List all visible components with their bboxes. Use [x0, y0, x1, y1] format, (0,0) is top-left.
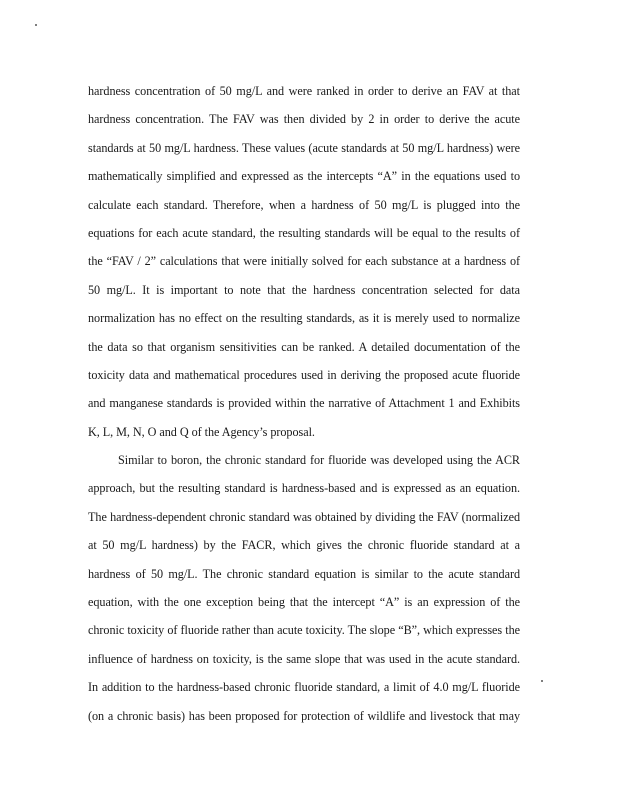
text-line: the data so that organism sensitivities can be ranked. A detailed documentation of the	[88, 339, 520, 354]
text-line: chronic toxicity of fluoride rather than acute toxicity. The slope “B”, which expresses the	[88, 623, 520, 638]
text-line: at 50 mg/L hardness) by the FACR, which gives the chronic fluoride standard at a	[88, 538, 520, 553]
text-line: equation, with the one exception being that the intercept “A” is an expression of the	[88, 595, 520, 610]
text-line: (on a chronic basis) has been proposed for protection of wildlife and livestock that may	[88, 708, 520, 723]
text-line: influence of hardness on toxicity, is the same slope that was used in the acute standard.	[88, 651, 520, 666]
text-line: Similar to boron, the chronic standard for fluoride was developed using the ACR	[118, 453, 520, 468]
text-line: equations for each acute standard, the resulting standards will be equal to the results of	[88, 225, 520, 240]
scan-speck	[541, 680, 543, 682]
text-line: mathematically simplified and expressed as the intercepts “A” in the equations used to	[88, 169, 520, 184]
text-line: calculate each standard. Therefore, when a hardness of 50 mg/L is plugged into the	[88, 197, 520, 212]
paragraph-1	[88, 77, 520, 446]
paragraph-2	[88, 446, 520, 730]
text-line: 50 mg/L. It is important to note that the hardness concentration selected for data	[88, 282, 520, 297]
text-line: The hardness-dependent chronic standard was obtained by dividing the FAV (normalized	[88, 509, 520, 524]
text-line: the “FAV / 2” calculations that were initially solved for each substance at a hardness of	[88, 254, 520, 269]
scan-speck	[35, 24, 37, 26]
body-text	[88, 77, 520, 730]
text-line: hardness concentration of 50 mg/L and were ranked in order to derive an FAV at that	[88, 84, 520, 98]
text-line: normalization has no effect on the resulting standards, as it is merely used to normalize	[88, 311, 520, 326]
text-line: approach, but the resulting standard is hardness-based and is expressed as an equation.	[88, 481, 520, 496]
text-line: hardness concentration. The FAV was then divided by 2 in order to derive the acute	[88, 112, 520, 127]
text-line: and manganese standards is provided within the narrative of Attachment 1 and Exhibits	[88, 396, 520, 411]
text-line: standards at 50 mg/L hardness. These values (acute standards at 50 mg/L hardness) were	[88, 140, 520, 155]
text-line: toxicity data and mathematical procedures used in deriving the proposed acute fluoride	[88, 367, 520, 382]
text-line: In addition to the hardness-based chronic fluoride standard, a limit of 4.0 mg/L fluoride	[88, 680, 520, 695]
text-line: K, L, M, N, O and Q of the Agency’s proposal.	[88, 424, 315, 439]
text-line: hardness of 50 mg/L. The chronic standard equation is similar to the acute standard	[88, 566, 520, 581]
